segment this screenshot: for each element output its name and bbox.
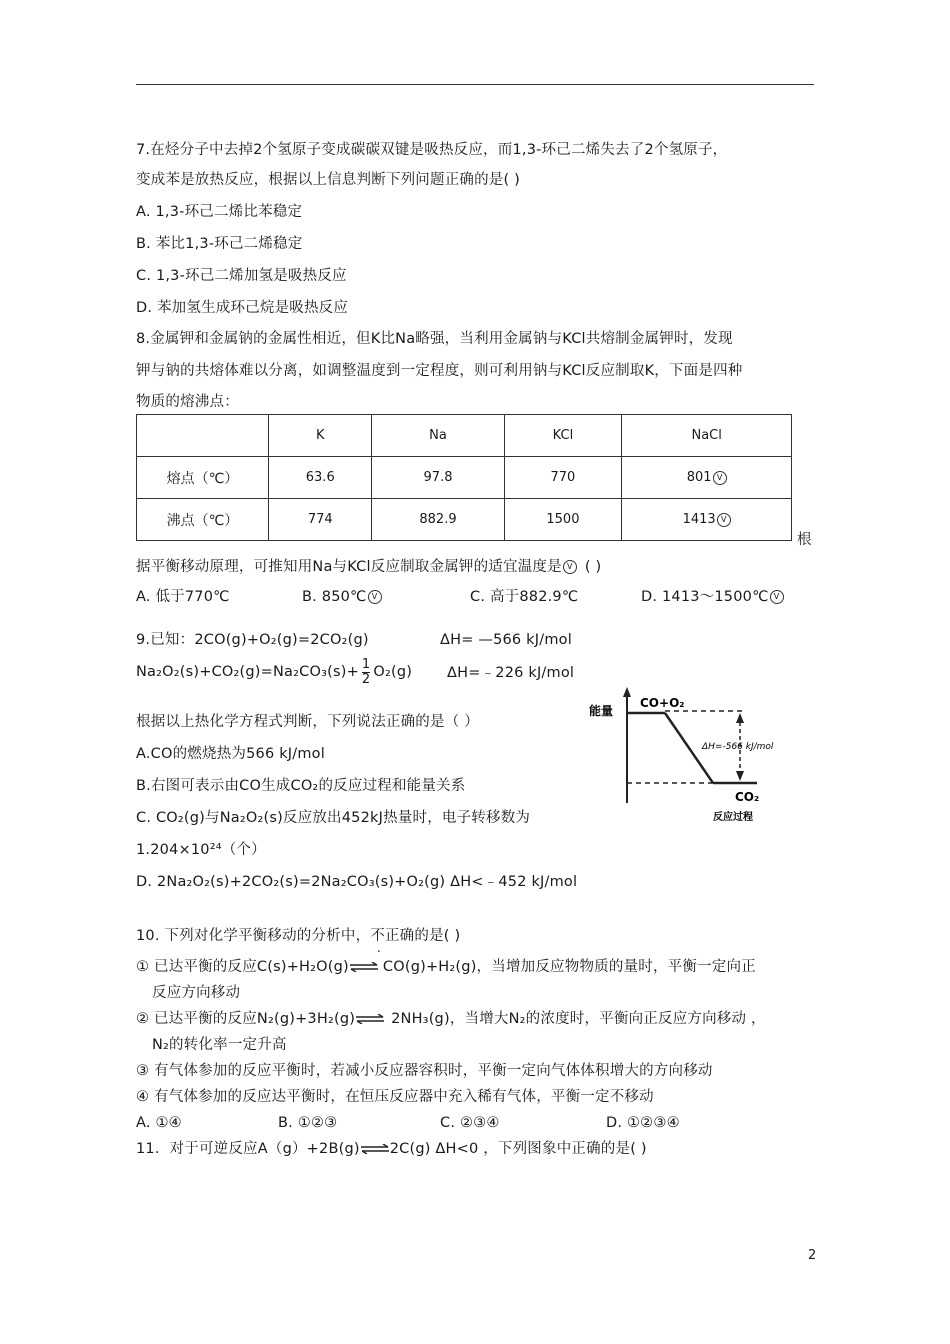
q10-stem bbox=[136, 926, 460, 946]
q10-statement-1-cont: 反应方向移动 bbox=[152, 985, 241, 1001]
q9-delta-h-1: ΔH= —566 kJ/mol bbox=[440, 632, 572, 648]
q9-option-b: B.右图可表示由CO生成CO₂的反应过程和能量关系 bbox=[136, 778, 466, 794]
watermark-icon: V bbox=[563, 560, 577, 574]
q7-option-a: A. 1,3-环己二烯比苯稳定 bbox=[136, 204, 303, 220]
q8-option-d-text: D. 1413～1500℃ bbox=[641, 589, 769, 605]
energy-diagram bbox=[585, 685, 815, 825]
q10-option-d: D. ①②③④ bbox=[606, 1115, 680, 1131]
q8-option-a: A. 低于770℃ bbox=[136, 589, 230, 605]
delta-h-arrow-down-icon bbox=[736, 771, 744, 781]
q9-equation-1: 9.已知：2CO(g)+O₂(g)=2CO₂(g) bbox=[136, 632, 369, 648]
boiling-kcl: 1500 bbox=[504, 499, 622, 541]
fraction-denominator: 2 bbox=[361, 671, 371, 687]
q11-stem bbox=[136, 1139, 647, 1159]
q9-equation-2 bbox=[136, 650, 412, 694]
table-row-boiling bbox=[137, 499, 792, 541]
equilibrium-arrow-icon bbox=[360, 1144, 390, 1154]
q7-option-c: C. 1,3-环己二烯加氢是吸热反应 bbox=[136, 268, 347, 284]
boiling-point-label: 沸点（℃） bbox=[137, 499, 269, 541]
top-level-label: CO+O₂ bbox=[640, 696, 685, 710]
bottom-level-label: CO₂ bbox=[735, 790, 760, 804]
q10-s1-right: CO(g)+H₂(g)，当增加反应物物质的量时，平衡一定向正 bbox=[382, 959, 756, 975]
q7-option-d: D. 苯加氢生成环己烷是吸热反应 bbox=[136, 300, 349, 316]
equilibrium-arrow-icon bbox=[355, 1014, 385, 1024]
boiling-nacl: 1413 bbox=[682, 512, 716, 527]
q10-option-c: C. ②③④ bbox=[440, 1115, 500, 1131]
table-header-na: Na bbox=[372, 415, 504, 457]
q8-answer-bracket: ( ) bbox=[584, 559, 602, 575]
q11-stem-b: 2C(g) ΔH<0 ，下列图象中正确的是( ) bbox=[389, 1141, 647, 1157]
melting-kcl: 770 bbox=[504, 457, 622, 499]
q8-stem-line4-text: 据平衡移动原理，可推知用Na与KCl反应制取金属钾的适宜温度是 bbox=[136, 559, 562, 575]
q9-option-c-line2: 1.204×10²⁴（个） bbox=[136, 842, 266, 858]
q8-stem-line4 bbox=[136, 557, 601, 577]
q9-option-d: D. 2Na₂O₂(s)+2CO₂(s)=2Na₂CO₃(s)+O₂(g) ΔH<﹣452 kJ/mol bbox=[136, 874, 578, 890]
q8-stem-line2: 钾与钠的共熔体难以分离，如调整温度到一定程度，则可利用钠与KCl反应制取K，下面是四种 bbox=[136, 363, 743, 379]
q8-stem-line1: 8.金属钾和金属钠的金属性相近，但K比Na略强，当利用金属钠与KCl共熔制金属钾时，发现 bbox=[136, 331, 733, 347]
boiling-nacl-cell bbox=[622, 499, 792, 541]
table-header-kcl: KCl bbox=[504, 415, 622, 457]
q9-equation-2-left: Na₂O₂(s)+CO₂(g)=Na₂CO₃(s)+ bbox=[136, 664, 359, 680]
q9-option-a: A.CO的燃烧热为566 kJ/mol bbox=[136, 746, 325, 762]
melting-point-label: 熔点（℃） bbox=[137, 457, 269, 499]
table-row-melting bbox=[137, 457, 792, 499]
header-rule bbox=[136, 84, 814, 85]
q8-stem-line3: 物质的熔沸点： bbox=[136, 394, 239, 410]
watermark-icon: V bbox=[368, 590, 382, 604]
table-header-row bbox=[137, 415, 792, 457]
q8-option-c: C. 高于882.9℃ bbox=[470, 589, 579, 605]
q10-stem-b: 正确的是( ) bbox=[384, 928, 461, 944]
table-corner-cell bbox=[137, 415, 269, 457]
q10-option-b: B. ①②③ bbox=[278, 1115, 338, 1131]
q7-option-b: B. 苯比1,3-环己二烯稳定 bbox=[136, 236, 303, 252]
q10-statement-2-cont: N₂的转化率一定升高 bbox=[152, 1037, 287, 1053]
q8-option-d bbox=[641, 587, 784, 607]
y-axis-arrow-icon bbox=[623, 687, 631, 697]
q10-statement-2 bbox=[136, 1009, 766, 1029]
q9-equation-2-right: O₂(g) bbox=[373, 664, 413, 680]
melting-k: 63.6 bbox=[269, 457, 372, 499]
delta-h-arrow-up-icon bbox=[736, 713, 744, 723]
table-header-k: K bbox=[269, 415, 372, 457]
melting-nacl: 801 bbox=[686, 470, 712, 485]
q9-delta-h-2: ΔH=﹣226 kJ/mol bbox=[447, 665, 575, 681]
q11-stem-a: 11．对于可逆反应A（g）+2B(g) bbox=[136, 1141, 360, 1157]
q10-option-a: A. ①④ bbox=[136, 1115, 182, 1131]
table-header-nacl: NaCl bbox=[622, 415, 792, 457]
boiling-k: 774 bbox=[269, 499, 372, 541]
watermark-icon: V bbox=[770, 590, 784, 604]
page-number: 2 bbox=[808, 1248, 817, 1263]
delta-h-label: ΔH=-566 kJ/mol bbox=[702, 742, 774, 752]
q10-statement-3: ③ 有气体参加的反应平衡时，若减小反应器容积时，平衡一定向气体体积增大的方向移动 bbox=[136, 1063, 713, 1079]
melting-boiling-table bbox=[136, 414, 792, 541]
q10-s2-left: ② 已达平衡的反应N₂(g)+3H₂(g) bbox=[136, 1011, 356, 1027]
q8-wrap-char: 根 bbox=[797, 532, 812, 548]
one-half-fraction bbox=[362, 658, 370, 687]
watermark-icon: V bbox=[713, 471, 727, 485]
q10-statement-4: ④ 有气体参加的反应达平衡时，在恒压反应器中充入稀有气体，平衡一定不移动 bbox=[136, 1089, 654, 1105]
q8-option-b bbox=[302, 587, 382, 607]
q10-stem-a: 10. 下列对化学平衡移动的分析中， bbox=[136, 928, 371, 944]
x-axis-label: 反应过程 bbox=[713, 812, 753, 823]
melting-na: 97.8 bbox=[372, 457, 504, 499]
q10-s2-right: 2NH₃(g)，当增大N₂的浓度时，平衡向正反应方向移动 ， bbox=[391, 1011, 766, 1027]
q9-stem: 根据以上热化学方程式判断，下列说法正确的是（ ） bbox=[136, 714, 479, 730]
fraction-numerator: 1 bbox=[361, 656, 371, 672]
q10-emphasis-not: 不 bbox=[370, 928, 385, 944]
melting-nacl-cell bbox=[622, 457, 792, 499]
q7-stem-line1: 7.在烃分子中去掉2个氢原子变成碳碳双键是吸热反应，而1,3-环己二烯失去了2个氢原子， bbox=[136, 142, 728, 158]
watermark-icon: V bbox=[717, 513, 731, 527]
q10-s1-left: ① 已达平衡的反应C(s)+H₂O(g) bbox=[136, 959, 349, 975]
y-axis-label: 能量 bbox=[589, 704, 614, 718]
equilibrium-arrow-icon bbox=[349, 962, 379, 972]
q10-statement-1 bbox=[136, 957, 756, 977]
boiling-na: 882.9 bbox=[372, 499, 504, 541]
q7-stem-line2: 变成苯是放热反应，根据以上信息判断下列问题正确的是( ) bbox=[136, 172, 521, 188]
q9-option-c-line1: C. CO₂(g)与Na₂O₂(s)反应放出452kJ热量时，电子转移数为 bbox=[136, 810, 531, 826]
q8-option-b-text: B. 850℃ bbox=[302, 589, 367, 605]
